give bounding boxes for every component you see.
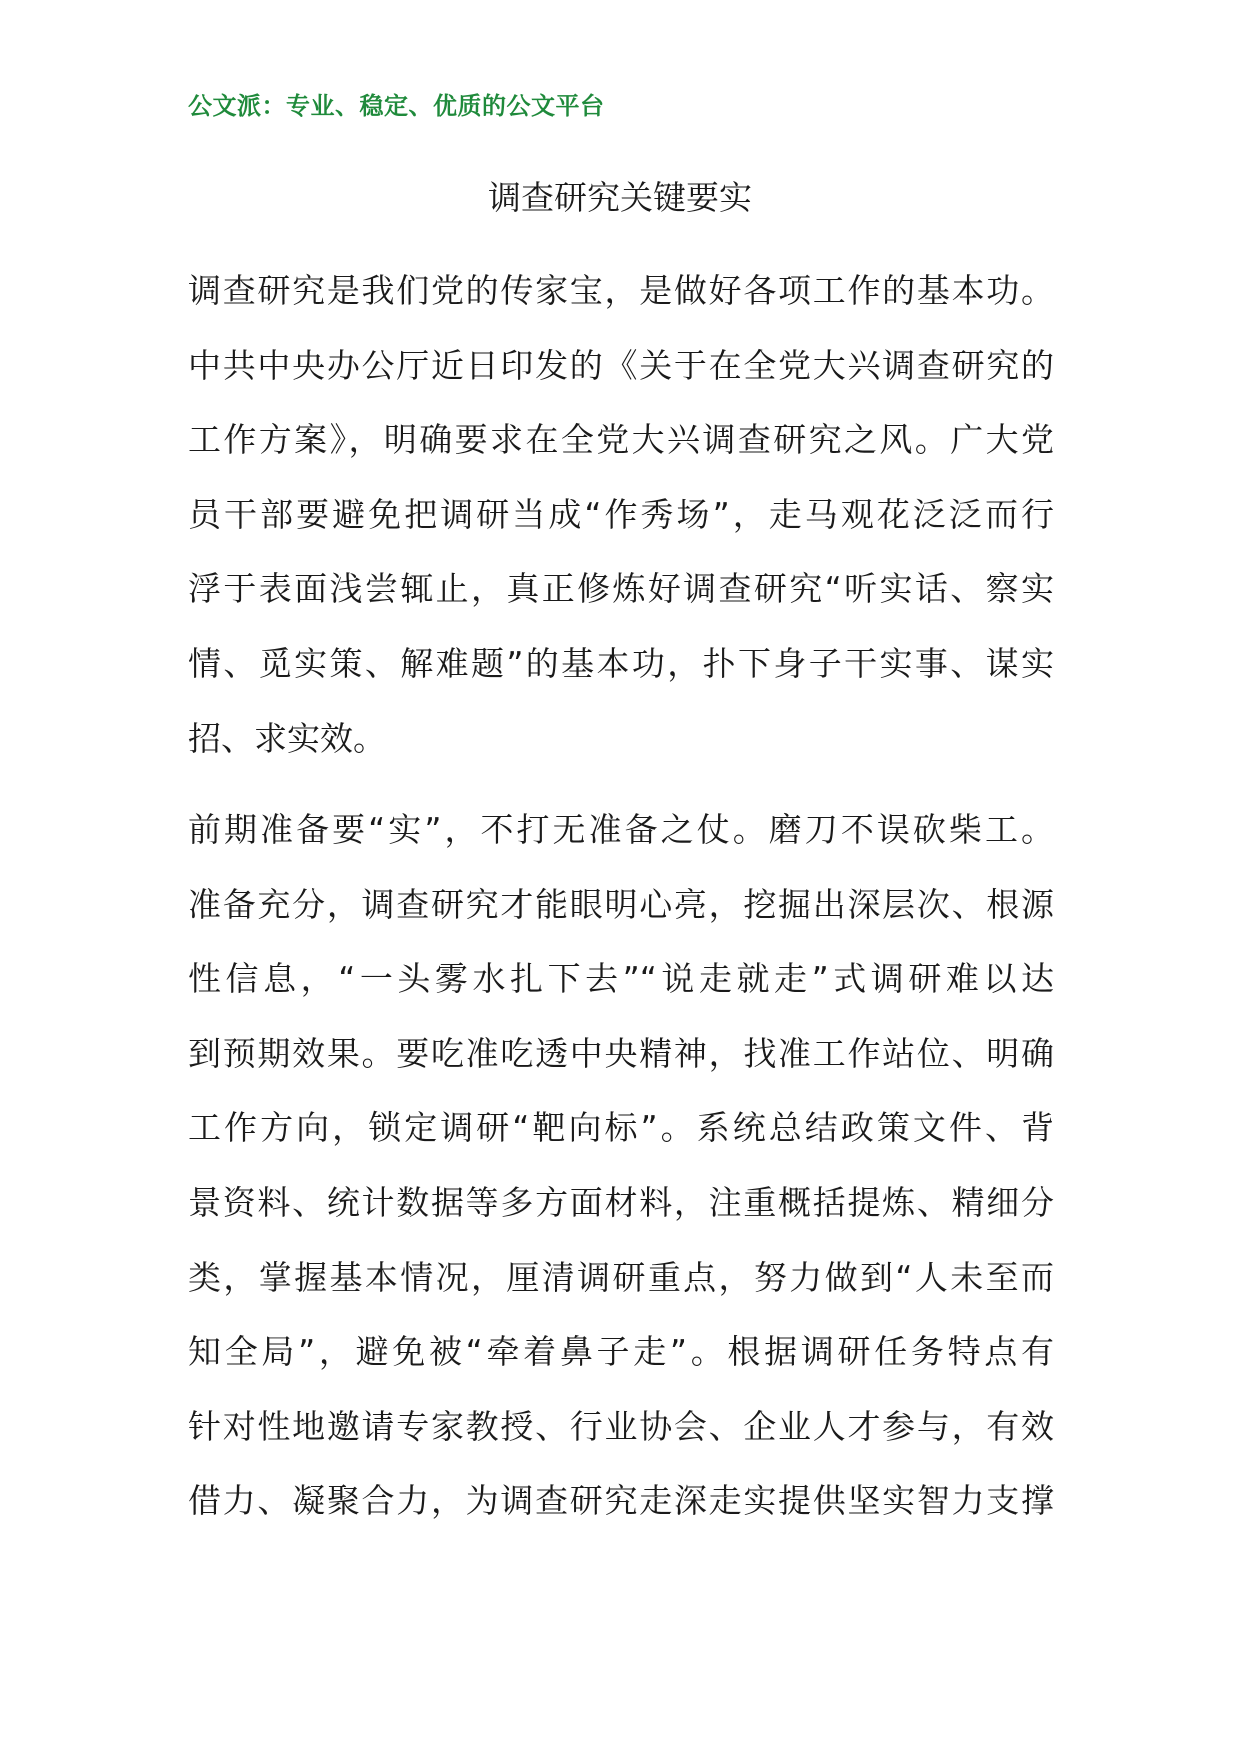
paragraph-line: 借力、凝聚合力，为调查研究走深走实提供坚实智力支撑 (188, 1481, 1054, 1521)
paragraph-line: 准备充分，调查研究才能眼明心亮，挖掘出深层次、根源 (188, 884, 1054, 924)
paragraph-line: 类，掌握基本情况，厘清调研重点，努力做到“人未至而 (188, 1257, 1054, 1297)
paragraph-line: 知全局”，避免被“牵着鼻子走”。根据调研任务特点有 (188, 1332, 1054, 1372)
paragraph-line: 情、觅实策、解难题”的基本功，扑下身子干实事、谋实 (188, 643, 1054, 683)
paragraph-line: 工作方案》，明确要求在全党大兴调查研究之风。广大党 (188, 420, 1054, 460)
page-title: 调查研究关键要实 (488, 178, 752, 217)
paragraph-line: 到预期效果。要吃准吃透中央精神，找准工作站位、明确 (188, 1033, 1054, 1073)
paragraph-2 (188, 793, 1054, 1539)
paragraph-line: 针对性地邀请专家教授、行业协会、企业人才参与，有效 (188, 1406, 1054, 1446)
paragraph-line: 性信息，“一头雾水扎下去”“说走就走”式调研难以达 (188, 959, 1054, 999)
paragraph-line: 浮于表面浅尝辄止，真正修炼好调查研究“听实话、察实 (188, 569, 1054, 609)
paragraph-line: 中共中央办公厅近日印发的《关于在全党大兴调查研究的 (188, 345, 1054, 385)
paragraph-1 (188, 254, 1054, 776)
paragraph-line: 前期准备要“实”，不打无准备之仗。磨刀不误砍柴工。 (188, 810, 1054, 849)
paragraph-line: 招、求实效。 (188, 718, 386, 758)
paragraph-line: 员干部要避免把调研当成“作秀场”，走马观花泛泛而行 (188, 494, 1054, 534)
paragraph-line: 景资料、统计数据等多方面材料，注重概括提炼、精细分 (188, 1182, 1054, 1222)
paragraph-line: 工作方向，锁定调研“靶向标”。系统总结政策文件、背 (188, 1108, 1054, 1148)
paragraph-line: 调查研究是我们党的传家宝，是做好各项工作的基本功。 (188, 271, 1054, 310)
site-header: 公文派：专业、稳定、优质的公文平台 (188, 92, 605, 120)
